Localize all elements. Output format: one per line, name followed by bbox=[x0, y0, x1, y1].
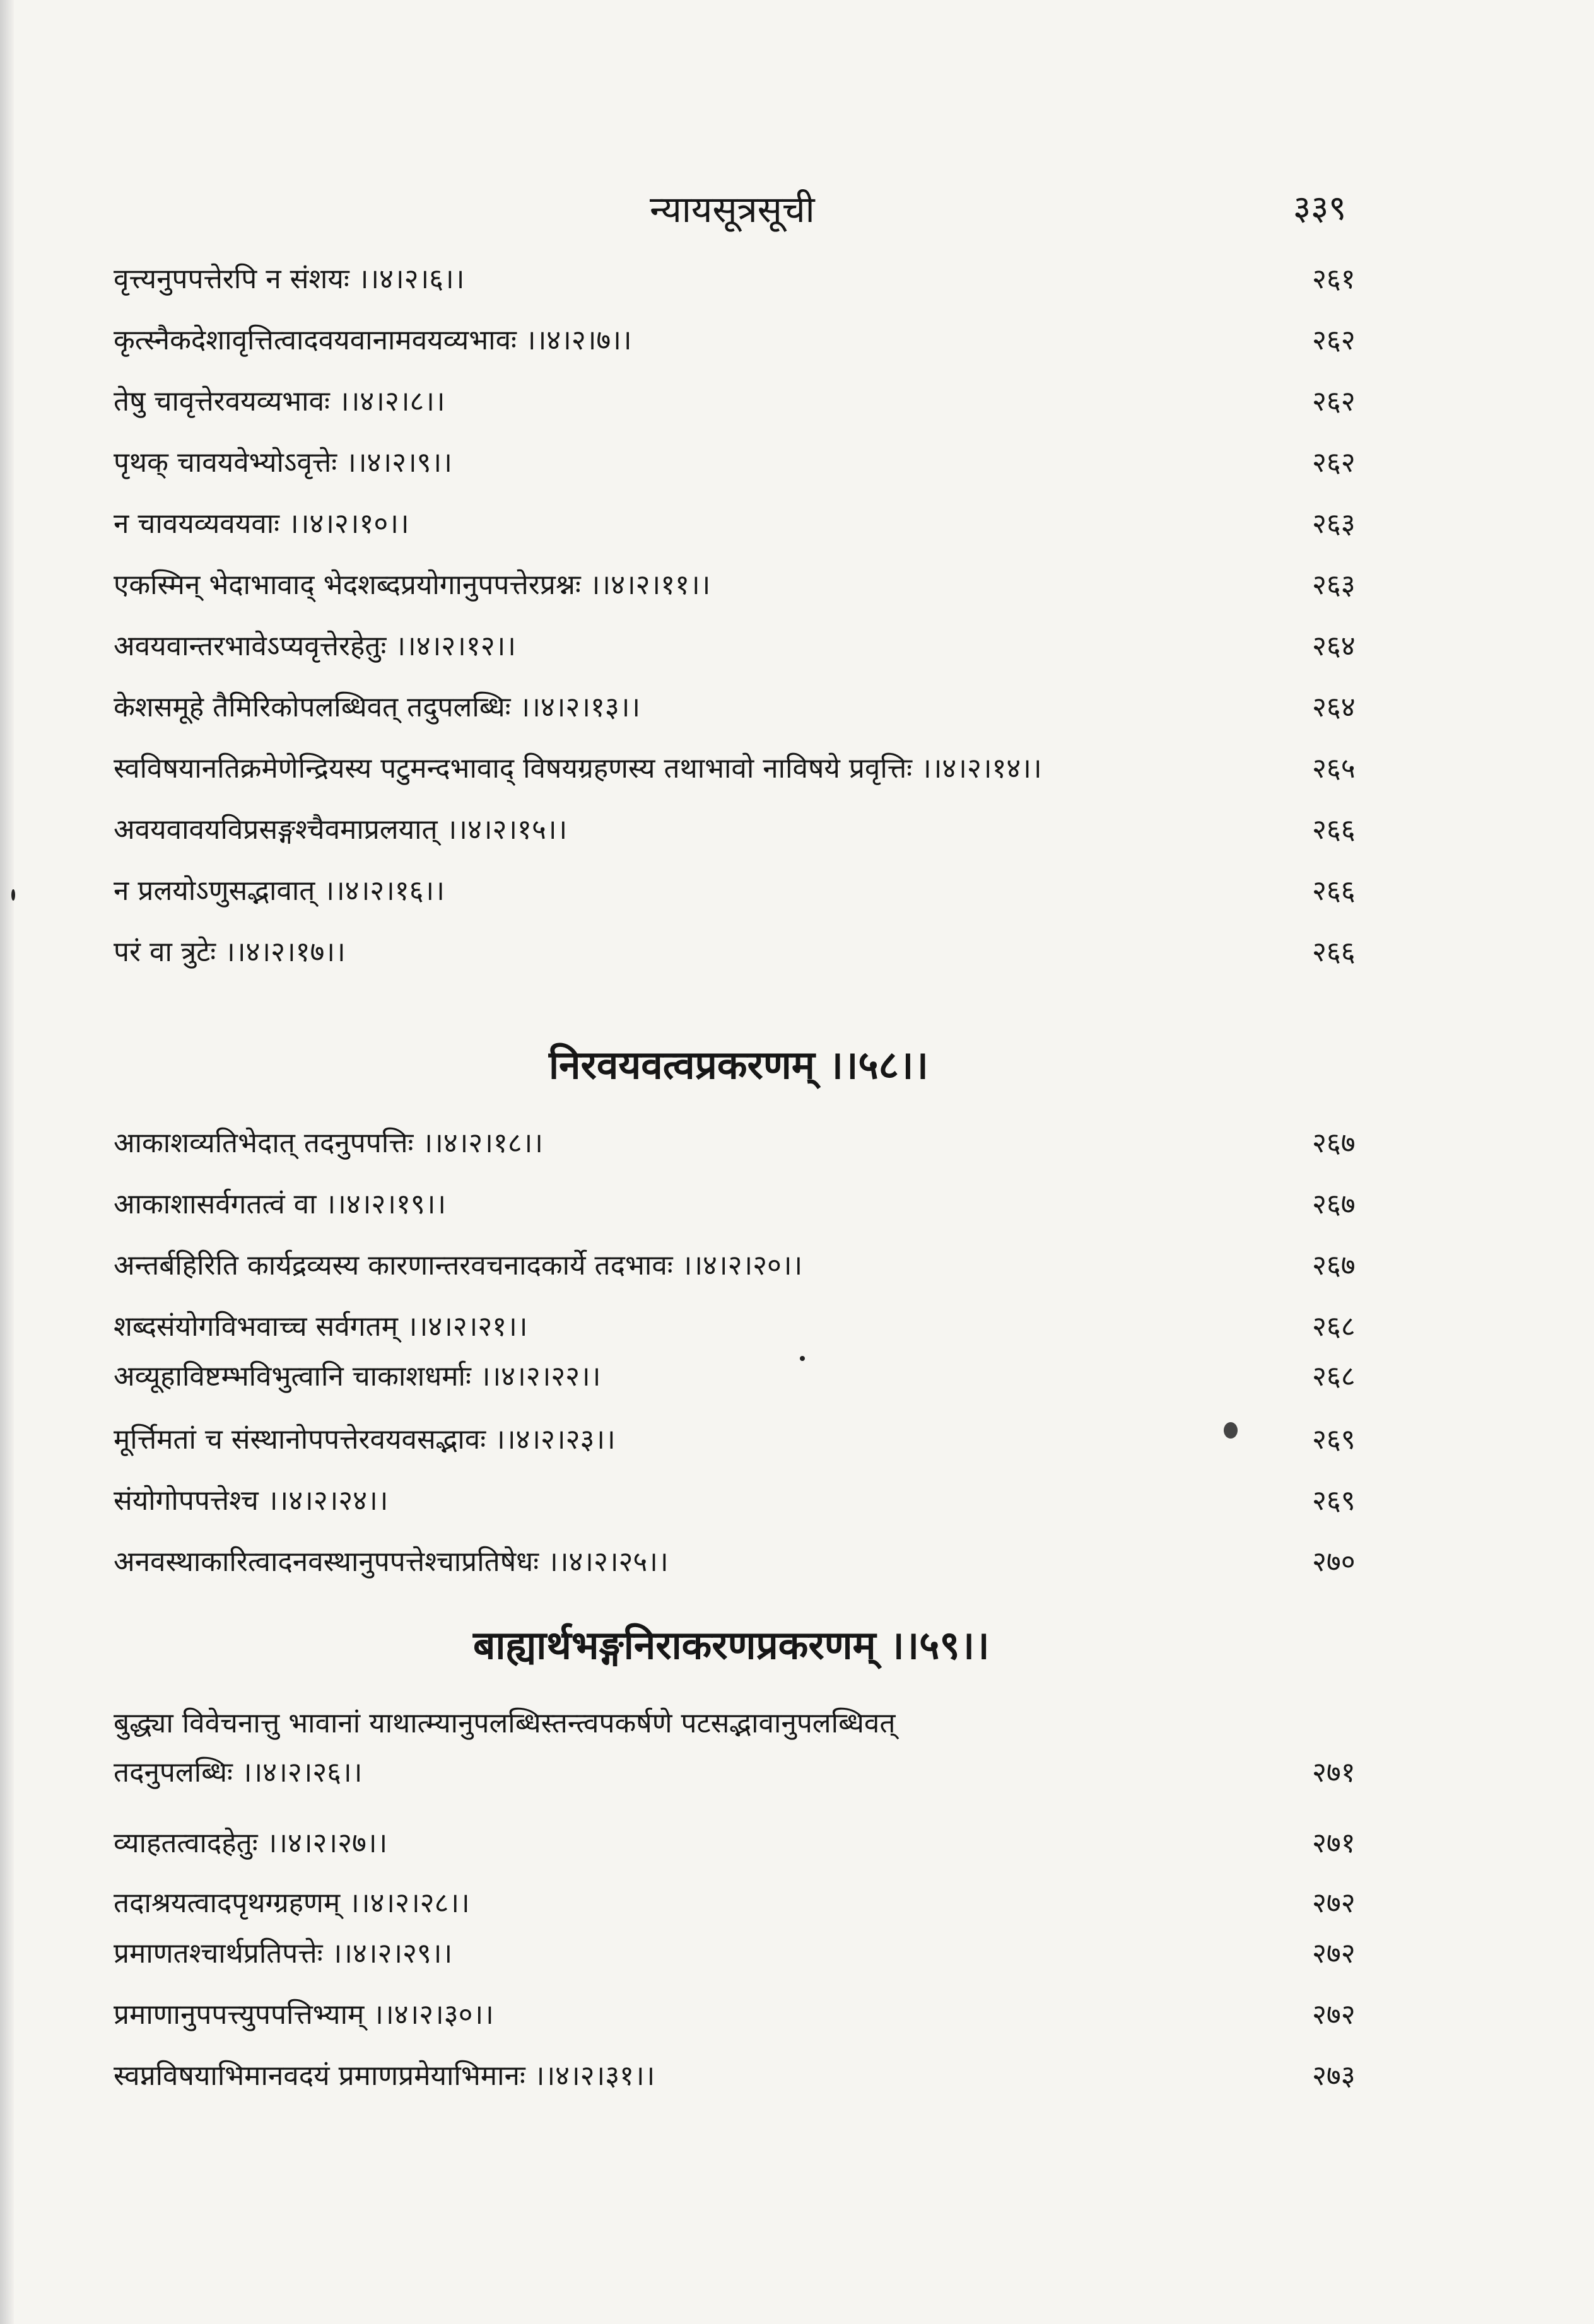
sutra-entry bbox=[114, 626, 1375, 679]
running-header-title: न्यायसूत्रसूची bbox=[650, 188, 815, 231]
sutra-page-ref: २६२ bbox=[1312, 447, 1356, 479]
sutra-text: संयोगोपपत्तेश्च ।।४।२।२४।। bbox=[114, 1485, 389, 1517]
sutra-text: शब्दसंयोगविभवाच्च सर्वगतम् ।।४।२।२१।। bbox=[114, 1311, 528, 1343]
sutra-entry bbox=[114, 1123, 1375, 1176]
sutra-entry bbox=[114, 1419, 1375, 1472]
sutra-page-ref: २६८ bbox=[1312, 1311, 1356, 1343]
sutra-page-ref: २६२ bbox=[1312, 385, 1356, 418]
sutra-page-ref: २७२ bbox=[1312, 1887, 1356, 1919]
sutra-entry bbox=[114, 1356, 1375, 1409]
sutra-text: अनवस्थाकारित्वादनवस्थानुपपत्तेश्चाप्रतिषेधः ।।४।२।२५।। bbox=[114, 1546, 669, 1578]
sutra-entry bbox=[114, 320, 1375, 373]
sutra-text: अन्तर्बहिरिति कार्यद्रव्यस्य कारणान्तरवचनादकार्ये तदभावः ।।४।२।२०।। bbox=[114, 1249, 803, 1282]
sutra-text: प्रमाणतश्चार्थप्रतिपत्तेः ।।४।२।२९।। bbox=[114, 1937, 453, 1970]
sutra-text-continuation: तदनुपलब्धिः ।।४।२।२६।। bbox=[114, 1756, 363, 1789]
sutra-entry bbox=[114, 1184, 1375, 1237]
section-heading-niravayavatva: निरवयवत्वप्रकरणम् ।।५८।। bbox=[549, 1042, 929, 1088]
sutra-entry bbox=[114, 503, 1375, 556]
sutra-page-ref: २६९ bbox=[1312, 1423, 1356, 1456]
sutra-text: व्याहतत्वादहेतुः ।।४।२।२७।। bbox=[114, 1827, 388, 1859]
sutra-text: अवयवान्तरभावेऽप्यवृत्तेरहेतुः ।।४।२।१२।। bbox=[114, 630, 516, 662]
sutra-entry-two-line bbox=[114, 1703, 1375, 1810]
sutra-page-ref: २६७ bbox=[1312, 1188, 1356, 1220]
sutra-text: वृत्त्यनुपपत्तेरपि न संशयः ।।४।२।६।। bbox=[114, 263, 465, 295]
sutra-text: अवयवावयविप्रसङ्गश्चैवमाप्रलयात् ।।४।२।१५।। bbox=[114, 814, 568, 846]
sutra-text: स्वप्नविषयाभिमानवदयं प्रमाणप्रमेयाभिमानः ।।४।२।३१।। bbox=[114, 2060, 655, 2092]
sutra-page-ref: २६३ bbox=[1312, 508, 1356, 540]
sutra-entry bbox=[114, 2055, 1375, 2108]
sutra-text: तदाश्रयत्वादपृथग्ग्रहणम् ।।४।२।२८।। bbox=[114, 1887, 470, 1919]
sutra-text: बुद्ध्या विवेचनात्तु भावानां याथात्म्यानुपलब्धिस्तन्त्वपकर्षणे पटसद्भावानुपलब्धिवत् bbox=[114, 1707, 896, 1739]
sutra-entry bbox=[114, 687, 1375, 740]
section-heading-bahyartha: बाह्यार्थभङ्गनिराकरणप्रकरणम् ।।५९।। bbox=[473, 1622, 990, 1668]
sutra-page-ref: २७२ bbox=[1312, 1937, 1356, 1970]
sutra-entry bbox=[114, 259, 1375, 312]
sutra-page-ref: २७१ bbox=[1312, 1827, 1356, 1859]
scan-speck bbox=[1224, 1422, 1238, 1439]
sutra-page-ref: २६६ bbox=[1312, 875, 1356, 907]
sutra-entry bbox=[114, 809, 1375, 862]
sutra-text: न चावयव्यवयवाः ।।४।२।१०।। bbox=[114, 508, 409, 540]
sutra-page-ref: २६७ bbox=[1312, 1127, 1356, 1159]
sutra-entry bbox=[114, 1994, 1375, 2047]
sutra-page-ref: २७० bbox=[1312, 1546, 1356, 1578]
sutra-text: आकाशव्यतिभेदात् तदनुपपत्तिः ।।४।२।१८।। bbox=[114, 1127, 543, 1159]
sutra-page-ref: २७१ bbox=[1312, 1756, 1356, 1789]
sutra-text: मूर्त्तिमतां च संस्थानोपपत्तेरवयवसद्भावः ।।४।२।२३।। bbox=[114, 1423, 616, 1456]
sutra-page-ref: २६८ bbox=[1312, 1360, 1356, 1393]
sutra-text: तेषु चावृत्तेरवयव्यभावः ।।४।२।८।। bbox=[114, 385, 445, 418]
sutra-text: कृत्स्नैकदेशावृत्तित्वादवयवानामवयव्यभावः ।।४।२।७।। bbox=[114, 324, 632, 356]
sutra-page-ref: २६२ bbox=[1312, 324, 1356, 356]
sutra-text: परं वा त्रुटेः ।।४।२।१७।। bbox=[114, 936, 346, 968]
sutra-entry bbox=[114, 1933, 1375, 1986]
sutra-text: न प्रलयोऽणुसद्भावात् ।।४।२।१६।। bbox=[114, 875, 445, 907]
scan-speck bbox=[11, 889, 15, 901]
sutra-page-ref: २७२ bbox=[1312, 1999, 1356, 2031]
sutra-page-ref: २६६ bbox=[1312, 936, 1356, 968]
sutra-entry bbox=[114, 748, 1375, 801]
sutra-page-ref: २६७ bbox=[1312, 1249, 1356, 1282]
sutra-text: आकाशासर्वगतत्वं वा ।।४।२।१९।। bbox=[114, 1188, 447, 1220]
sutra-entry bbox=[114, 442, 1375, 495]
sutra-page-ref: २६६ bbox=[1312, 814, 1356, 846]
sutra-entry bbox=[114, 931, 1375, 984]
sutra-entry bbox=[114, 381, 1375, 434]
sutra-page-ref: २७३ bbox=[1312, 2060, 1356, 2092]
sutra-entry bbox=[114, 1306, 1375, 1359]
sutra-text: पृथक् चावयवेभ्योऽवृत्तेः ।।४।२।९।। bbox=[114, 447, 452, 479]
sutra-page-ref: २६१ bbox=[1312, 263, 1356, 295]
sutra-page-ref: २६४ bbox=[1312, 630, 1356, 662]
sutra-entry bbox=[114, 564, 1375, 617]
sutra-entry bbox=[114, 1480, 1375, 1533]
sutra-text: केशसमूहे तैमिरिकोपलब्धिवत् तदुपलब्धिः ।।४।२।१३।। bbox=[114, 691, 641, 723]
sutra-entry bbox=[114, 870, 1375, 923]
sutra-entry bbox=[114, 1883, 1375, 1936]
sutra-page-ref: २६९ bbox=[1312, 1485, 1356, 1517]
scan-speck bbox=[800, 1356, 805, 1361]
sutra-text: अव्यूहाविष्टम्भविभुत्वानि चाकाशधर्माः ।।४।२।२२।। bbox=[114, 1360, 601, 1393]
sutra-entry bbox=[114, 1823, 1375, 1876]
sutra-entry bbox=[114, 1541, 1375, 1594]
scan-edge bbox=[0, 0, 14, 2324]
sutra-page-ref: २६५ bbox=[1312, 752, 1356, 785]
sutra-text: प्रमाणानुपपत्त्युपपत्तिभ्याम् ।।४।२।३०।। bbox=[114, 1999, 494, 2031]
sutra-text: एकस्मिन् भेदाभावाद् भेदशब्दप्रयोगानुपपत्तेरप्रश्नः ।।४।२।११।। bbox=[114, 569, 711, 601]
sutra-page-ref: २६३ bbox=[1312, 569, 1356, 601]
sutra-entry bbox=[114, 1245, 1375, 1298]
sutra-text: स्वविषयानतिक्रमेणेन्द्रियस्य पटुमन्दभावाद् विषयग्रहणस्य तथाभावो नाविषये प्रवृत्तिः ।।४।२।१४।। bbox=[114, 752, 1042, 785]
sutra-page-ref: २६४ bbox=[1312, 691, 1356, 723]
page-number: ३३९ bbox=[1293, 188, 1347, 228]
